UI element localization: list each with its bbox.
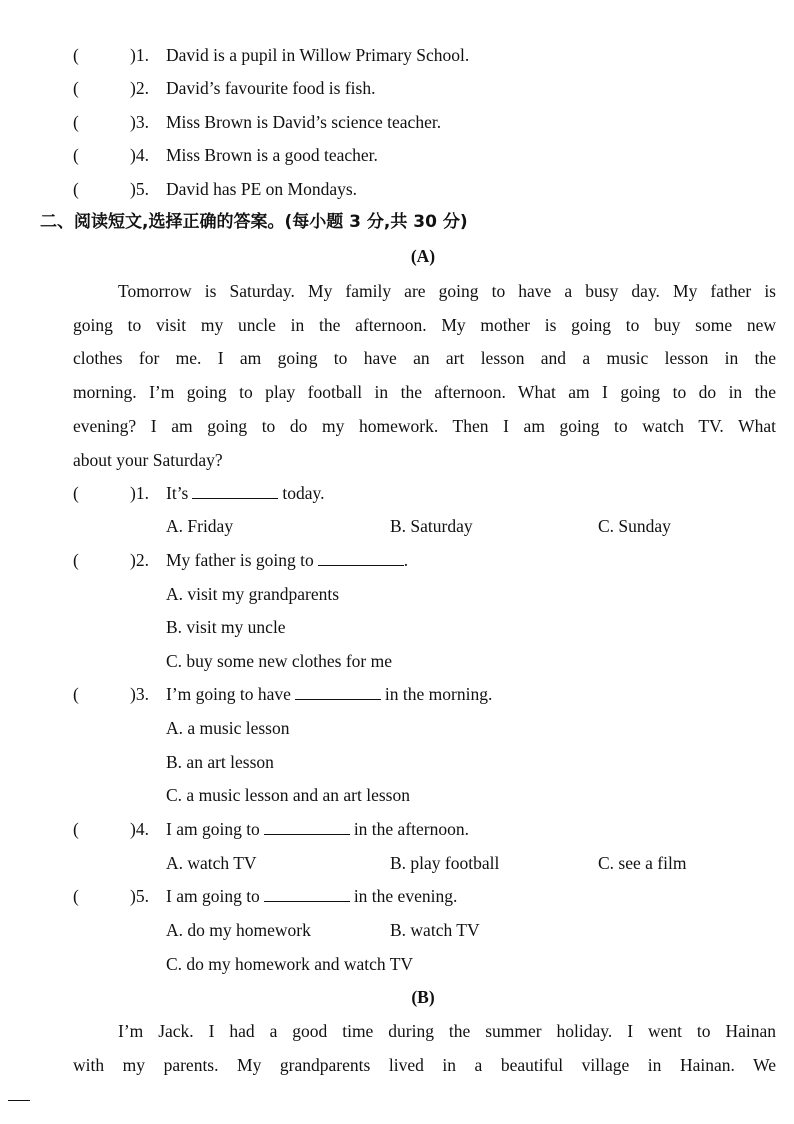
option-b[interactable]: B. an art lesson [166, 752, 274, 772]
question-number: )4. [130, 145, 149, 165]
question-text: David’s favourite food is fish. [166, 78, 376, 98]
passage-a-line: evening? I am going to do my homework. Then I am going to watch TV. What [73, 416, 776, 436]
question-text [166, 884, 457, 908]
answer-paren[interactable]: ( [73, 145, 79, 165]
passage-a-line: clothes for me. I am going to have an art lesson and a music lesson in the [73, 348, 776, 368]
question-text: David has PE on Mondays. [166, 179, 358, 199]
question-stem: I’m going to have [166, 684, 291, 704]
option-a[interactable]: A. a music lesson [166, 718, 290, 738]
answer-paren[interactable]: ( [73, 819, 79, 839]
answer-paren[interactable]: ( [73, 45, 79, 65]
question-tail: in the afternoon. [353, 819, 469, 839]
option-a[interactable]: A. visit my grandparents [166, 584, 340, 604]
question-number: )2. [130, 550, 149, 570]
option-c[interactable]: C. see a film [598, 853, 687, 873]
answer-blank[interactable] [318, 549, 404, 566]
question-number: )5. [130, 886, 149, 906]
question-number: )3. [130, 112, 149, 132]
passage-a-line: about your Saturday? [73, 450, 223, 470]
answer-paren[interactable]: ( [73, 550, 79, 570]
passage-a-line: morning. I’m going to play football in the afternoon. What am I going to do in the [73, 382, 776, 402]
question-text: David is a pupil in Willow Primary School. [166, 45, 470, 65]
passage-a-line: Tomorrow is Saturday. My family are going to have a busy day. My father is [118, 281, 776, 301]
answer-blank[interactable] [192, 482, 278, 499]
question-number: )1. [130, 45, 149, 65]
question-number: )3. [130, 684, 149, 704]
answer-paren[interactable]: ( [73, 483, 79, 503]
question-text: Miss Brown is David’s science teacher. [166, 112, 442, 132]
question-stem: It’s [166, 483, 189, 503]
option-b[interactable]: B. watch TV [390, 920, 480, 940]
question-number: )2. [130, 78, 149, 98]
option-b[interactable]: B. visit my uncle [166, 617, 286, 637]
question-text: Miss Brown is a good teacher. [166, 145, 378, 165]
page-footer-rule [8, 1100, 30, 1101]
question-tail: today. [282, 483, 325, 503]
question-tail: . [403, 550, 409, 570]
question-number: )5. [130, 179, 149, 199]
passage-a-label: (A) [410, 246, 436, 266]
answer-paren[interactable]: ( [73, 684, 79, 704]
passage-b-line: I’m Jack. I had a good time during the summer holiday. I went to Hainan [118, 1021, 776, 1041]
answer-blank[interactable] [264, 885, 350, 902]
option-b[interactable]: B. Saturday [390, 516, 473, 536]
question-tail: in the evening. [353, 886, 458, 906]
answer-paren[interactable]: ( [73, 78, 79, 98]
option-a[interactable]: A. Friday [166, 516, 234, 536]
question-tail: in the morning. [384, 684, 493, 704]
question-text [166, 481, 325, 505]
question-stem: My father is going to [166, 550, 314, 570]
passage-b-line: with my parents. My grandparents lived in a beautiful village in Hainan. We [73, 1055, 776, 1075]
question-text [166, 817, 469, 841]
answer-paren[interactable]: ( [73, 886, 79, 906]
option-a[interactable]: A. watch TV [166, 853, 257, 873]
answer-paren[interactable]: ( [73, 112, 79, 132]
question-stem: I am going to [166, 819, 260, 839]
option-c[interactable]: C. do my homework and watch TV [166, 954, 414, 974]
option-c[interactable]: C. a music lesson and an art lesson [166, 785, 410, 805]
option-c[interactable]: C. buy some new clothes for me [166, 651, 392, 671]
question-stem: I am going to [166, 886, 260, 906]
answer-paren[interactable]: ( [73, 179, 79, 199]
question-text [166, 682, 492, 706]
option-b[interactable]: B. play football [390, 853, 500, 873]
option-c[interactable]: C. Sunday [598, 516, 671, 536]
passage-a-line: going to visit my uncle in the afternoon. My mother is going to buy some new [73, 315, 776, 335]
option-a[interactable]: A. do my homework [166, 920, 311, 940]
section-heading: 二、阅读短文,选择正确的答案。(每小题 3 分,共 30 分) [40, 212, 468, 232]
answer-blank[interactable] [264, 818, 350, 835]
question-text [166, 548, 408, 572]
question-number: )4. [130, 819, 149, 839]
passage-b-label: (B) [411, 987, 435, 1007]
question-number: )1. [130, 483, 149, 503]
answer-blank[interactable] [295, 683, 381, 700]
